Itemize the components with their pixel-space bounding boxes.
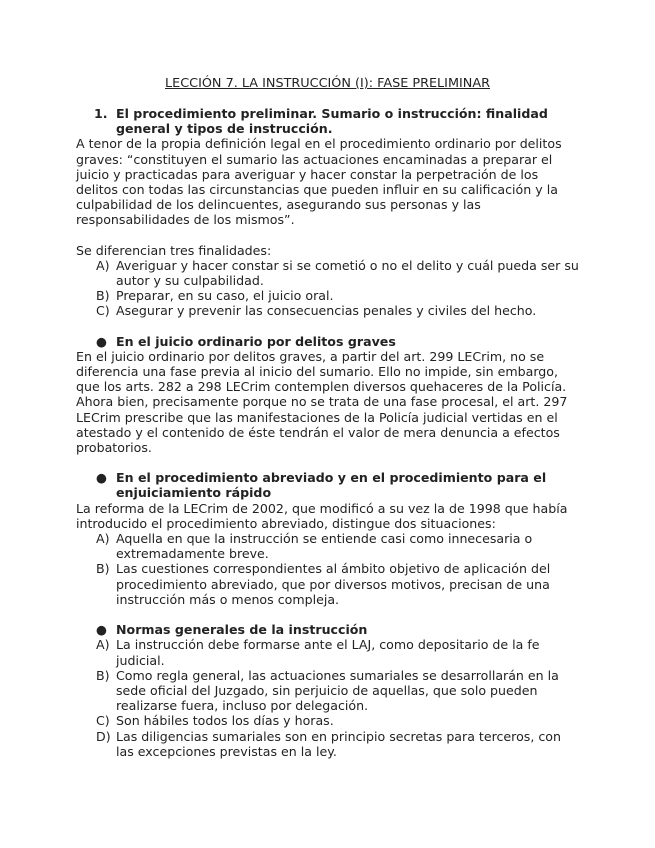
bullet-icon: ● xyxy=(96,470,107,486)
list-item xyxy=(76,303,581,318)
list-finalidades xyxy=(76,258,581,319)
list-item xyxy=(76,288,581,303)
list-text: Son hábiles todos los días y horas. xyxy=(116,713,334,729)
bullet-heading-text: En el juicio ordinario por delitos graves xyxy=(116,333,396,349)
list-marker: A) xyxy=(96,531,110,547)
paragraph-definition: A tenor de la propia definición legal en el procedimiento ordinario por delitos graves: “constituyen el sumario las actuaciones encaminadas a preparar el juicio y practicadas para averiguar y hacer constar la perpetración de los delitos con todas las circunstancias que pueden influir en su calificación y la culpabilidad de los delincuentes, asegurando sus personas y las responsabilidades de los mismos”. xyxy=(76,136,562,228)
bullet-icon: ● xyxy=(96,622,107,638)
section-number: 1. xyxy=(94,106,108,121)
section-heading-1 xyxy=(76,106,581,136)
list-item xyxy=(76,258,581,288)
list-text: Averiguar y hacer constar si se cometió o no el delito y cuál pueda ser su autor y su culpabilidad. xyxy=(116,257,579,289)
list-marker: A) xyxy=(96,257,110,273)
list-text: Preparar, en su caso, el juicio oral. xyxy=(116,288,334,304)
list-text: Las diligencias sumariales son en principio secretas para terceros, con las excepciones previstas en la ley. xyxy=(116,728,561,759)
bullet-icon: ● xyxy=(96,333,107,349)
list-normas xyxy=(76,637,581,759)
list-marker: B) xyxy=(96,561,110,577)
list-item xyxy=(76,531,581,561)
list-marker: B) xyxy=(96,288,110,304)
list-item xyxy=(76,713,581,728)
list-marker: B) xyxy=(96,667,110,683)
bullet-heading-text: En el procedimiento abreviado y en el procedimiento para el enjuiciamiento rápido xyxy=(116,470,547,501)
bullet-heading-normas xyxy=(76,622,581,637)
document-body xyxy=(76,106,581,759)
list-marker: A) xyxy=(96,637,110,653)
page-title: LECCIÓN 7. LA INSTRUCCIÓN (I): FASE PRELIMINAR xyxy=(165,76,490,91)
list-situaciones xyxy=(76,531,581,607)
list-text: Aquella en que la instrucción se entiende casi como innecesaria o extremadamente breve. xyxy=(116,531,533,562)
section-heading-text: El procedimiento preliminar. Sumario o instrucción: finalidad general y tipos de instrucción. xyxy=(116,106,548,137)
list-marker: C) xyxy=(96,713,110,729)
list-item xyxy=(76,637,581,667)
paragraph-ordinario: En el juicio ordinario por delitos graves, a partir del art. 299 LECrim, no se diferencia una fase previa al inicio del sumario. Ello no impide, sin embargo, que los arts. 282 a 298 LECrim contemplen diversos quehaceres de la Policía. Ahora bien, precisamente porque no se trata de una fase procesal, el art. 297 LECrim prescribe que las manifestaciones de la Policía judicial vertidas en el atestado y el contenido de éste tendrán el valor de mera denuncia a efectos probatorios. xyxy=(76,348,568,456)
list-item xyxy=(76,668,581,714)
list-item xyxy=(76,561,581,607)
list-text: Como regla general, las actuaciones sumariales se desarrollarán en la sede oficial del Juzgado, sin perjuicio de aquellas, que solo pueden realizarse fuera, incluso por delegación. xyxy=(116,667,559,714)
bullet-heading-text: Normas generales de la instrucción xyxy=(116,622,368,638)
list-marker: C) xyxy=(96,303,110,319)
list-text: La instrucción debe formarse ante el LAJ, como depositario de la fe judicial. xyxy=(116,637,540,668)
bullet-heading-ordinario xyxy=(76,334,581,349)
list-item xyxy=(76,729,581,759)
paragraph-abreviado: La reforma de la LECrim de 2002, que modificó a su vez la de 1998 que había introducido el procedimiento abreviado, distingue dos situaciones: xyxy=(76,500,568,531)
list-marker: D) xyxy=(96,728,111,744)
list-text: Las cuestiones correspondientes al ámbito objetivo de aplicación del procedimiento abreviado, que por diversos motivos, precisan de una instrucción más o menos compleja. xyxy=(116,561,551,607)
bullet-heading-abreviado xyxy=(76,470,581,500)
list-text: Asegurar y prevenir las consecuencias penales y civiles del hecho. xyxy=(116,303,537,319)
paragraph-intro: Se diferencian tres finalidades: xyxy=(76,242,272,258)
